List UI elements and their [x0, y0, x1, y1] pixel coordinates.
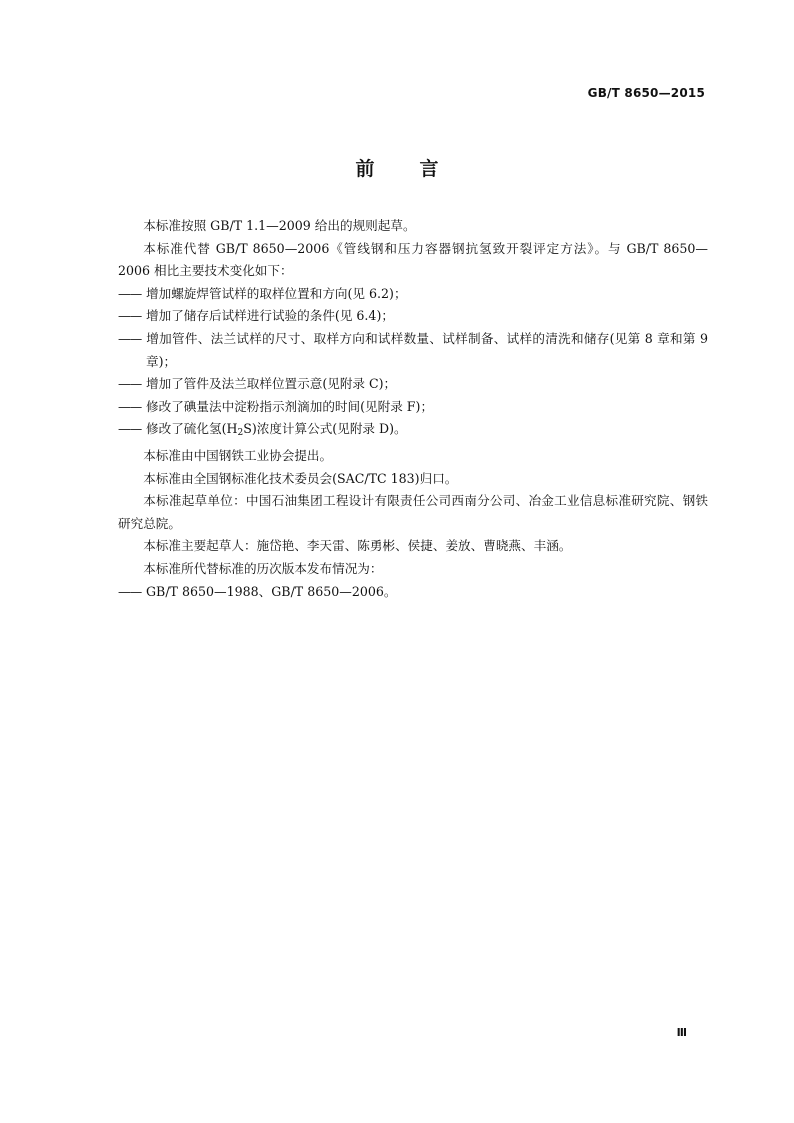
standard-code: GB/T 8650—2015 [587, 86, 705, 100]
list-item-change-3 [118, 328, 708, 373]
page-title: 前言 [355, 158, 484, 180]
change-text-after: S)浓度计算公式(见附录 D)。 [243, 421, 407, 437]
list-item-change-2 [118, 305, 708, 328]
dash-marker: —— [118, 285, 142, 301]
dash-marker: —— [118, 376, 142, 392]
paragraph-history-intro: 本标准所代替标准的历次版本发布情况为： [143, 560, 383, 576]
dash-marker: —— [118, 308, 142, 324]
list-item-change-1 [118, 283, 708, 306]
list-item-history [118, 581, 708, 604]
paragraph-drafting-units: 本标准起草单位：中国石油集团工程设计有限责任公司西南分公司、冶金工业信息标准研究院、钢铁研究总院。 [118, 493, 708, 531]
change-text: 修改了碘量法中淀粉指示剂滴加的时间(见附录 F)； [146, 398, 434, 414]
list-item-change-6 [118, 418, 708, 445]
dash-marker: —— [118, 398, 142, 414]
foreword-body [118, 215, 708, 603]
change-text: 增加管件、法兰试样的尺寸、取样方向和试样数量、试样制备、试样的清洗和储存(见第 8 章和第 9 章)； [146, 330, 708, 369]
subscript-2: 2 [237, 428, 244, 439]
paragraph-proposer: 本标准由中国钢铁工业协会提出。 [143, 447, 333, 463]
paragraph-committee: 本标准由全国钢标准化技术委员会(SAC/TC 183)归口。 [143, 470, 458, 486]
change-text: 增加了管件及法兰取样位置示意(见附录 C)； [146, 376, 397, 392]
paragraph-drafting-rules: 本标准按照 GB/T 1.1—2009 给出的规则起草。 [143, 218, 416, 233]
change-text: 增加了储存后试样进行试验的条件(见 6.4)； [146, 308, 394, 324]
change-text: 增加螺旋焊管试样的取样位置和方向(见 6.2)； [146, 285, 407, 301]
change-text-before: 修改了硫化氢(H [146, 421, 238, 437]
history-text: GB/T 8650—1988、GB/T 8650—2006。 [146, 583, 397, 599]
paragraph-drafters: 本标准主要起草人：施岱艳、李天雷、陈勇彬、侯捷、姜放、曹晓燕、丰涵。 [143, 538, 572, 554]
list-item-change-4 [118, 373, 708, 396]
dash-marker: —— [118, 330, 142, 346]
page-number: Ⅲ [676, 1026, 687, 1039]
paragraph-replaces: 本标准代替 GB/T 8650—2006《管线钢和压力容器钢抗氢致开裂评定方法》。与 GB/T 8650—2006 相比主要技术变化如下： [118, 240, 708, 279]
list-item-change-5 [118, 396, 708, 419]
dash-marker: —— [118, 583, 142, 599]
dash-marker: —— [118, 421, 142, 437]
